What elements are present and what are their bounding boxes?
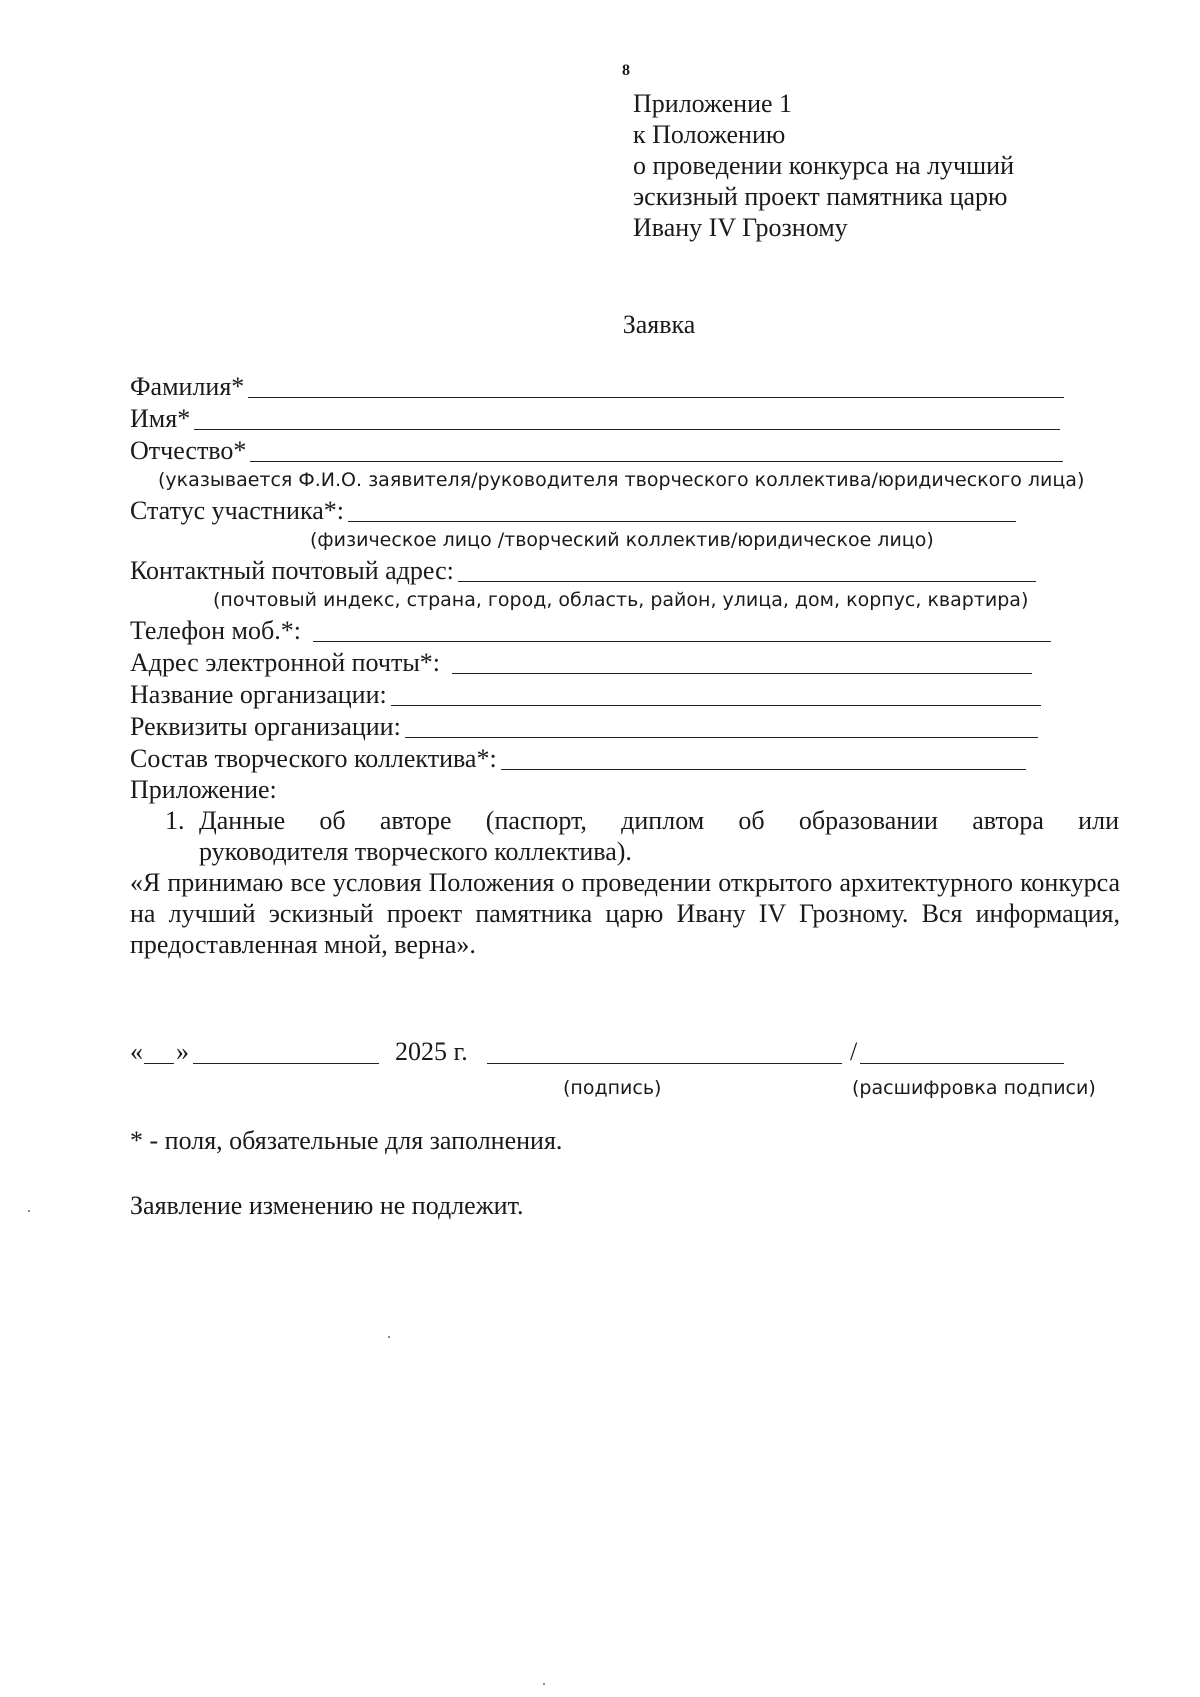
email-label: Адрес электронной почты*:	[130, 648, 441, 677]
name-hint-row	[130, 466, 1120, 494]
closing-statement: Заявление изменению не подлежит.	[130, 1191, 524, 1220]
declaration-text: «Я принимаю все условия Положения о проведении открытого архитектурного конкурса на лучший эскизный проект памятника царю Ивану IV Грозному. Вся информация, предоставленная мной, верна».	[130, 868, 1120, 959]
phone-label: Телефон моб.*:	[130, 616, 301, 645]
scan-artifact	[28, 1210, 30, 1212]
appendix-header	[633, 88, 1014, 243]
status-hint: (физическое лицо /творческий коллектив/юридическое лицо)	[310, 529, 934, 551]
name-field	[130, 402, 1120, 434]
day-close-quote: »	[176, 1037, 189, 1066]
patronymic-field	[130, 434, 1120, 466]
status-label: Статус участника*:	[130, 496, 344, 525]
org-details-input-line[interactable]	[405, 737, 1038, 738]
name-label: Имя*	[130, 404, 191, 433]
phone-field	[130, 614, 1120, 646]
status-hint-row	[130, 526, 1120, 554]
org-name-input-line[interactable]	[391, 705, 1041, 706]
appendix-header-line: Ивану IV Грозному	[633, 213, 848, 242]
appendix-header-line: Приложение 1	[633, 89, 793, 118]
signature-caption: (подпись)	[563, 1077, 662, 1099]
document-title: Заявка	[622, 310, 696, 339]
postal-hint-row	[130, 586, 1120, 614]
org-details-label: Реквизиты организации:	[130, 712, 401, 741]
surname-input-line[interactable]	[248, 397, 1064, 398]
team-input-line[interactable]	[501, 769, 1026, 770]
team-label: Состав творческого коллектива*:	[130, 744, 497, 773]
phone-input-line[interactable]	[313, 641, 1051, 642]
patronymic-input-line[interactable]	[250, 461, 1063, 462]
name-hint: (указывается Ф.И.О. заявителя/руководителя творческого коллектива/юридического лица)	[158, 469, 1085, 491]
list-item-line: Данные об авторе (паспорт, диплом об образовании автора или	[199, 806, 1119, 835]
postal-address-field	[130, 554, 1120, 586]
status-input-line[interactable]	[348, 521, 1016, 522]
email-field	[130, 646, 1120, 678]
surname-field	[130, 370, 1120, 402]
postal-hint: (почтовый индекс, страна, город, область, район, улица, дом, корпус, квартира)	[213, 589, 1029, 611]
scan-artifact	[543, 1683, 545, 1685]
day-input-line[interactable]	[144, 1063, 174, 1064]
patronymic-label: Отчество*	[130, 436, 247, 465]
org-name-label: Название организации:	[130, 680, 387, 709]
page-number: 8	[622, 62, 630, 79]
appendix-header-line: к Положению	[633, 120, 786, 149]
appendix-header-line: эскизный проект памятника царю	[633, 182, 1008, 211]
email-input-line[interactable]	[452, 673, 1032, 674]
scan-artifact	[388, 1336, 390, 1338]
signature-decode-caption: (расшифровка подписи)	[852, 1077, 1096, 1099]
appendix-header-line: о проведении конкурса на лучший	[633, 151, 1014, 180]
status-field	[130, 494, 1120, 526]
list-item-text	[199, 805, 1119, 867]
signature-input-line[interactable]	[487, 1063, 842, 1064]
list-item	[165, 805, 1120, 867]
year-label: 2025 г.	[395, 1037, 468, 1066]
required-fields-note: * - поля, обязательные для заполнения.	[130, 1126, 563, 1155]
list-item-number: 1.	[165, 806, 185, 835]
signature-row	[130, 1033, 1120, 1073]
attachments-heading: Приложение:	[130, 775, 277, 804]
name-input-line[interactable]	[194, 429, 1060, 430]
postal-address-label: Контактный почтовый адрес:	[130, 556, 454, 585]
surname-label: Фамилия*	[130, 372, 245, 401]
month-input-line[interactable]	[193, 1063, 379, 1064]
application-form	[130, 370, 1120, 960]
list-item-line: руководителя творческого коллектива).	[199, 837, 632, 866]
postal-address-input-line[interactable]	[458, 581, 1036, 582]
signature-decode-input-line[interactable]	[860, 1063, 1064, 1064]
org-name-field	[130, 678, 1120, 710]
org-details-field	[130, 710, 1120, 742]
day-open-quote: «	[130, 1037, 143, 1066]
team-field	[130, 742, 1120, 774]
signature-separator: /	[850, 1037, 858, 1066]
